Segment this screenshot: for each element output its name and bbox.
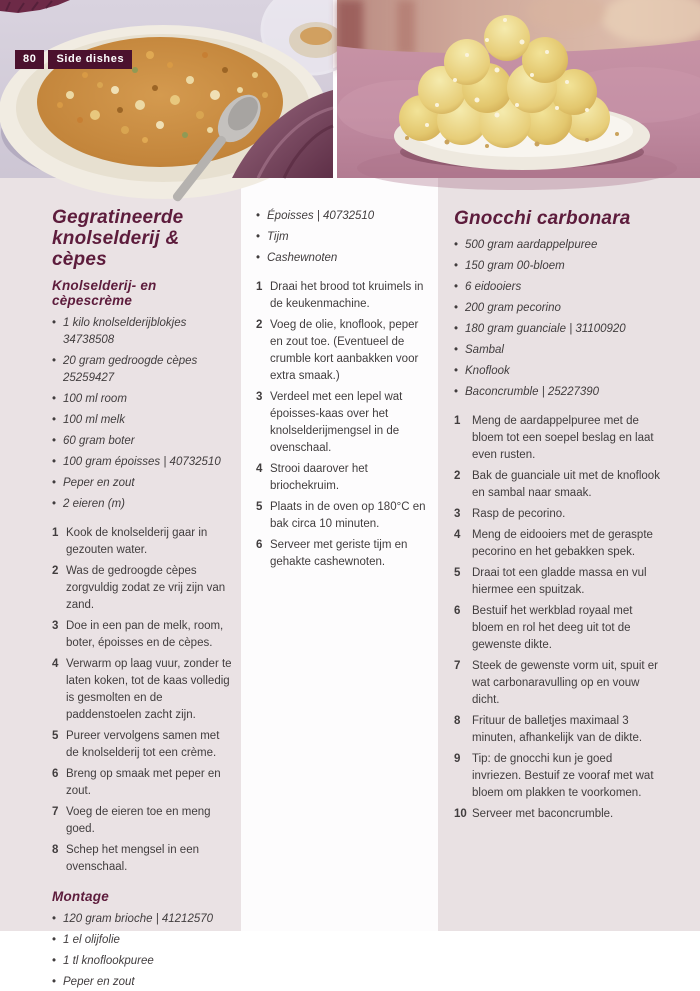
ingredient-text: Époisses | 40732510 — [267, 210, 375, 222]
ingredient-text: 100 gram époisses | 40732510 — [63, 456, 221, 468]
step-item — [454, 413, 662, 464]
step-number: 6 — [256, 539, 263, 551]
ingredient-item — [52, 932, 233, 949]
ingredient-item — [52, 911, 233, 928]
step-number: 4 — [52, 658, 59, 670]
ingredient-text: 200 gram pecorino — [465, 302, 561, 314]
column-left — [0, 178, 241, 988]
step-number: 1 — [454, 415, 461, 427]
step-number: 8 — [454, 715, 461, 727]
step-item — [454, 506, 662, 523]
ingredient-text: 1 tl knoflookpuree — [63, 955, 154, 967]
step-text: Strooi daarover het briochekruim. — [270, 463, 368, 492]
step-list-gnocchi — [454, 413, 662, 823]
step-number: 10 — [454, 808, 467, 820]
gnocchi-photo — [337, 0, 700, 178]
celeriac-gratin-photo — [0, 0, 333, 178]
ingredient-item — [52, 391, 233, 408]
step-text: Rasp de pecorino. — [472, 508, 566, 520]
bullet: • — [454, 344, 459, 356]
bullet: • — [52, 456, 57, 468]
bullet: • — [454, 239, 459, 251]
bullet: • — [52, 913, 57, 925]
bullet: • — [52, 477, 57, 489]
step-item — [454, 751, 662, 802]
step-item — [52, 842, 233, 876]
step-item — [256, 279, 426, 313]
step-item — [256, 389, 426, 457]
ingredient-item — [454, 237, 662, 254]
ingredient-text: 6 eidooiers — [465, 281, 522, 293]
bullet: • — [454, 323, 459, 335]
step-number: 3 — [256, 391, 263, 403]
ingredient-text: Baconcrumble | 25227390 — [465, 386, 600, 398]
bullet: • — [52, 955, 57, 967]
ingredient-text: 1 kilo knolselderijblokjes 34738508 — [63, 317, 187, 346]
step-number: 4 — [256, 463, 263, 475]
ingredient-text: 120 gram brioche | 41212570 — [63, 913, 214, 925]
ingredient-item — [256, 250, 426, 267]
bullet: • — [52, 976, 57, 988]
step-text: Kook de knolselderij gaar in gezouten water. — [66, 527, 208, 556]
bullet: • — [52, 435, 57, 447]
column-right — [438, 178, 700, 931]
step-text: Was de gedroogde cèpes zorgvuldig zodat ze vrij zijn van zand. — [66, 565, 226, 611]
step-text: Voeg de olie, knoflook, peper en zout toe. (Eventueel de crumble kort aanbakken voor extra smaak.) — [270, 319, 419, 382]
recipe-title-right: Gnocchi carbonara — [454, 208, 631, 229]
ingredient-item — [52, 433, 233, 450]
step-item — [454, 603, 662, 654]
column-middle — [241, 178, 438, 931]
ingredient-list-montage-1 — [52, 911, 233, 991]
ingredient-text: 180 gram guanciale | 31100920 — [465, 323, 626, 335]
step-number: 3 — [52, 620, 59, 632]
ingredient-item — [52, 454, 233, 471]
ingredient-item — [52, 496, 233, 513]
gratin-photo-illustration — [0, 0, 333, 178]
bullet: • — [52, 498, 57, 510]
step-text: Pureer vervolgens samen met de knolselderij tot een crème. — [66, 730, 220, 759]
step-item — [454, 806, 662, 823]
ingredient-item — [52, 315, 233, 349]
step-item — [256, 317, 426, 385]
bullet: • — [256, 252, 261, 264]
ingredient-item — [52, 974, 233, 991]
step-item — [454, 658, 662, 709]
step-item — [52, 766, 233, 800]
bullet: • — [52, 414, 57, 426]
step-text: Serveer met geriste tijm en gehakte cashewnoten. — [270, 539, 408, 568]
step-text: Verdeel met een lepel wat époisses-kaas over het knolselderijmengsel in de ovenschaal. — [270, 391, 403, 454]
step-list-cepescreme — [52, 525, 233, 876]
step-item — [454, 565, 662, 599]
ingredient-list-montage-2 — [256, 208, 426, 267]
recipe-columns — [0, 178, 700, 988]
ingredient-item — [52, 412, 233, 429]
step-item — [454, 713, 662, 747]
bullet: • — [454, 281, 459, 293]
ingredient-text: Tijm — [267, 231, 289, 243]
step-text: Doe in een pan de melk, room, boter, époisses en de cèpes. — [66, 620, 224, 649]
bullet: • — [52, 934, 57, 946]
step-item — [454, 468, 662, 502]
step-item — [454, 527, 662, 561]
bullet: • — [454, 365, 459, 377]
step-text: Draai tot een gladde massa en vul hiermee een spuitzak. — [472, 567, 647, 596]
ingredient-item — [454, 300, 662, 317]
ingredient-item — [52, 953, 233, 970]
step-text: Bestuif het werkblad royaal met bloem en rol het deeg uit tot de gewenste dikte. — [472, 605, 633, 651]
ingredient-text: Sambal — [465, 344, 504, 356]
ingredient-item — [454, 384, 662, 401]
ingredient-item — [454, 363, 662, 380]
page-number: 80 — [15, 50, 44, 69]
step-text: Frituur de balletjes maximaal 3 minuten, afhankelijk van de dikte. — [472, 715, 643, 744]
ingredient-text: 2 eieren (m) — [63, 498, 125, 510]
step-number: 1 — [52, 527, 59, 539]
bullet: • — [52, 393, 57, 405]
ingredient-item — [256, 229, 426, 246]
gnocchi-photo-illustration — [337, 0, 700, 178]
bullet: • — [454, 260, 459, 272]
step-text: Voeg de eieren toe en meng goed. — [66, 806, 211, 835]
ingredient-item — [454, 342, 662, 359]
page-badge — [15, 50, 132, 69]
step-item — [52, 525, 233, 559]
step-item — [256, 537, 426, 571]
bullet: • — [52, 355, 57, 367]
step-number: 1 — [256, 281, 263, 293]
step-number: 3 — [454, 508, 461, 520]
ingredient-text: 60 gram boter — [63, 435, 135, 447]
step-number: 8 — [52, 844, 59, 856]
ingredient-item — [52, 475, 233, 492]
recipe-title-left: Gegratineerde knolselderij & cèpes — [52, 207, 184, 270]
ingredient-item — [52, 353, 233, 387]
ingredient-item — [454, 258, 662, 275]
step-item — [256, 461, 426, 495]
step-text: Meng de eidooiers met de geraspte pecorino en het gebakken spek. — [472, 529, 653, 558]
ingredient-list-gnocchi — [454, 237, 662, 401]
bullet: • — [52, 317, 57, 329]
step-number: 7 — [454, 660, 461, 672]
step-number: 2 — [454, 470, 461, 482]
step-list-montage — [256, 279, 426, 571]
step-number: 9 — [454, 753, 461, 765]
step-item — [52, 656, 233, 724]
ingredient-text: 500 gram aardappelpuree — [465, 239, 598, 251]
step-number: 6 — [454, 605, 461, 617]
step-text: Bak de guanciale uit met de knoflook en sambal naar smaak. — [472, 470, 660, 499]
section-heading-montage: Montage — [52, 889, 109, 904]
bullet: • — [256, 231, 261, 243]
step-number: 7 — [52, 806, 59, 818]
bullet: • — [256, 210, 261, 222]
ingredient-text: Cashewnoten — [267, 252, 338, 264]
ingredient-item — [454, 321, 662, 338]
bullet: • — [454, 302, 459, 314]
bullet: • — [454, 386, 459, 398]
section-label: Side dishes — [48, 50, 132, 69]
step-number: 2 — [52, 565, 59, 577]
step-text: Draai het brood tot kruimels in de keukenmachine. — [270, 281, 424, 310]
ingredient-text: 20 gram gedroogde cèpes 25259427 — [63, 355, 198, 384]
ingredient-item — [454, 279, 662, 296]
ingredient-text: 150 gram 00-bloem — [465, 260, 565, 272]
step-text: Meng de aardappelpuree met de bloem tot een soepel beslag en laat even rusten. — [472, 415, 654, 461]
photo-strip — [0, 0, 700, 178]
step-text: Breng op smaak met peper en zout. — [66, 768, 221, 797]
ingredient-item — [256, 208, 426, 225]
step-item — [256, 499, 426, 533]
ingredient-text: 100 ml room — [63, 393, 127, 405]
ingredient-list-cepescreme — [52, 315, 233, 513]
ingredient-text: 100 ml melk — [63, 414, 125, 426]
section-heading-cepescreme: Knolselderij- en cèpescrème — [52, 278, 157, 308]
step-text: Plaats in de oven op 180°C en bak circa 10 minuten. — [270, 501, 426, 530]
step-number: 6 — [52, 768, 59, 780]
step-number: 5 — [256, 501, 263, 513]
ingredient-text: 1 el olijfolie — [63, 934, 120, 946]
step-text: Steek de gewenste vorm uit, spuit er wat carbonaravulling op en vouw dicht. — [472, 660, 659, 706]
step-item — [52, 804, 233, 838]
step-number: 5 — [454, 567, 461, 579]
step-item — [52, 728, 233, 762]
step-text: Verwarm op laag vuur, zonder te laten koken, tot de kaas volledig is gesmolten en de paddenstoelen zacht zijn. — [66, 658, 232, 721]
step-item — [52, 618, 233, 652]
step-number: 5 — [52, 730, 59, 742]
step-text: Schep het mengsel in een ovenschaal. — [66, 844, 199, 873]
ingredient-text: Peper en zout — [63, 976, 135, 988]
ingredient-text: Knoflook — [465, 365, 510, 377]
step-item — [52, 563, 233, 614]
step-number: 4 — [454, 529, 461, 541]
ingredient-text: Peper en zout — [63, 477, 135, 489]
step-text: Serveer met baconcrumble. — [472, 808, 614, 820]
step-text: Tip: de gnocchi kun je goed invriezen. Bestuif ze vooraf met wat bloem om plakken te voorkomen. — [472, 753, 654, 799]
step-number: 2 — [256, 319, 263, 331]
